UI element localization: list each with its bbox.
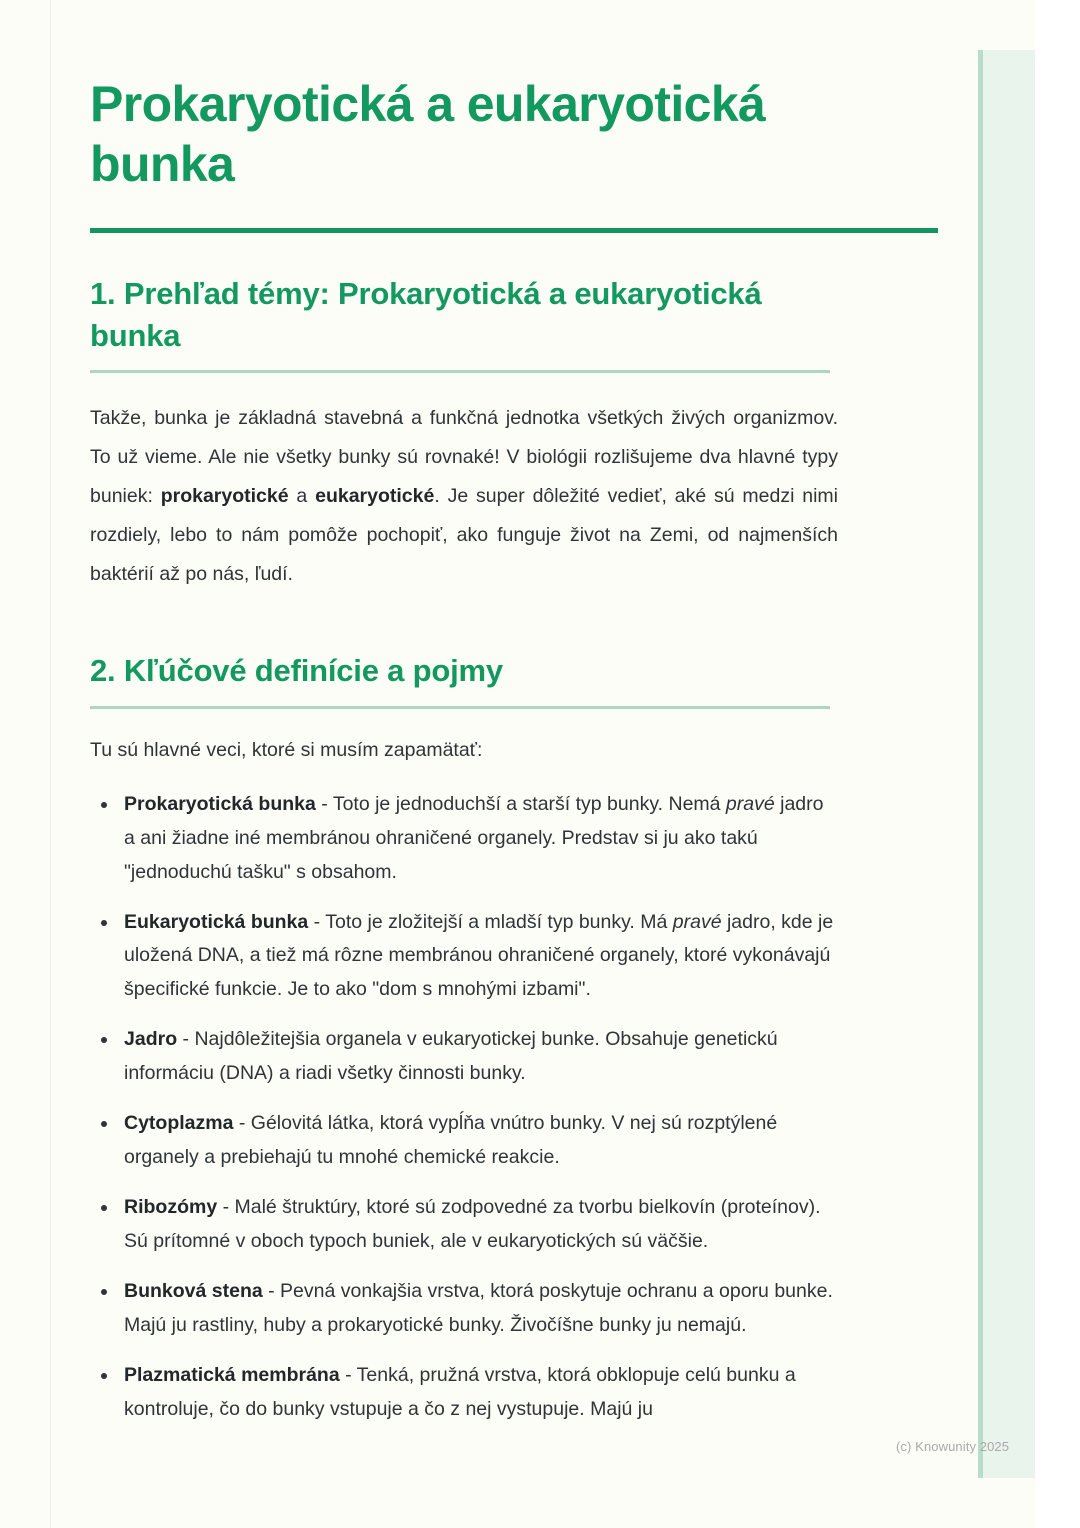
paragraph-part-3: . Je super dôležité vedieť, aké sú medzi nimi rozdiely, lebo to nám pomôže pochopiť, ako funguje život na Zemi, od najmenších baktérií až po nás, ľudí.: [90, 485, 838, 586]
section-1-divider: [90, 370, 830, 373]
section-1-paragraph: [90, 399, 838, 594]
section-2-lead: Tu sú hlavné veci, ktoré si musím zapamätať:: [90, 738, 483, 761]
term-italic: pravé: [672, 910, 722, 933]
term-label: Bunková stena: [124, 1279, 263, 1302]
list-item: [90, 1359, 838, 1427]
term-text-after: jadro, kde je uložená DNA, a tiež má rôzne membránou ohraničené organely, ktoré vykonávajú špecifické funkcie. Je to ako "dom s mnohými izbami".: [124, 910, 834, 1001]
term-label: Jadro: [124, 1028, 178, 1051]
term-text-before: - Najdôležitejšia organela v eukaryotickej bunke. Obsahuje genetickú informáciu (DNA) a riadi všetky činnosti bunky.: [124, 1028, 778, 1085]
paragraph-part-1: Takže, bunka je základná stavebná a funkčná jednotka všetkých živých organizmov. To už vieme. Ale nie všetky bunky sú rovnaké! V biológii rozlišujeme dva hlavné typy buniek:: [90, 407, 838, 508]
term-label: Plazmatická membrána: [124, 1363, 340, 1386]
section-overview: [90, 273, 838, 594]
term-text-before: - Pevná vonkajšia vrstva, ktorá poskytuje ochranu a oporu bunke. Majú ju rastliny, huby a prokaryotické bunky. Živočíšne bunky ju nemajú.: [124, 1279, 833, 1336]
left-margin-guide: [50, 0, 51, 1528]
term-label: Eukaryotická bunka: [124, 910, 309, 933]
definitions-list: [90, 788, 838, 1427]
document-content: [90, 74, 838, 1426]
term-text-before: - Tenká, pružná vrstva, ktorá obklopuje celú bunku a kontroluje, čo do bunky vstupuje a čo z nej vystupuje. Majú ju: [124, 1363, 796, 1420]
list-item: [90, 1275, 838, 1343]
copyright-watermark: (c) Knowunity 2025: [896, 1439, 1010, 1454]
bold-term-eukaryoticke: eukaryotické: [315, 485, 435, 508]
term-text-before: - Toto je zložitejší a mladší typ bunky. Má: [308, 910, 673, 933]
paragraph-part-2: a: [288, 485, 316, 508]
term-italic: pravé: [725, 792, 775, 815]
term-text-before: - Malé štruktúry, ktoré sú zodpovedné za tvorbu bielkovín (proteínov). Sú prítomné v oboch typoch buniek, ale v eukaryotických sú väčšie.: [124, 1195, 821, 1252]
list-item: [90, 1107, 838, 1175]
bold-term-prokaryoticke: prokaryotické: [160, 485, 289, 508]
list-item: [90, 788, 838, 890]
section-definitions: [90, 650, 838, 1426]
term-text-before: - Gélovitá látka, ktorá vypĺňa vnútro bunky. V nej sú rozptýlené organely a prebiehajú tu mnohé chemické reakcie.: [124, 1112, 778, 1169]
right-side-panel: [978, 50, 1035, 1478]
section-2-divider: [90, 706, 830, 709]
term-text-before: - Toto je jednoduchší a starší typ bunky. Nemá: [315, 792, 726, 815]
title-divider: [90, 228, 938, 233]
section-1-heading: 1. Prehľad témy: Prokaryotická a eukaryotická bunka: [90, 276, 762, 353]
list-item: [90, 1191, 838, 1259]
section-2-heading: 2. Kľúčové definície a pojmy: [90, 653, 503, 689]
page-title: Prokaryotická a eukaryotická bunka: [90, 76, 766, 192]
term-label: Cytoplazma: [124, 1112, 234, 1135]
term-label: Prokaryotická bunka: [124, 792, 316, 815]
term-text-after: jadro a ani žiadne iné membránou ohraničené organely. Predstav si ju ako takú "jednoduchú tašku" s obsahom.: [124, 792, 824, 883]
list-item: [90, 906, 838, 1008]
term-label: Ribozómy: [124, 1195, 218, 1218]
list-item: [90, 1023, 838, 1091]
